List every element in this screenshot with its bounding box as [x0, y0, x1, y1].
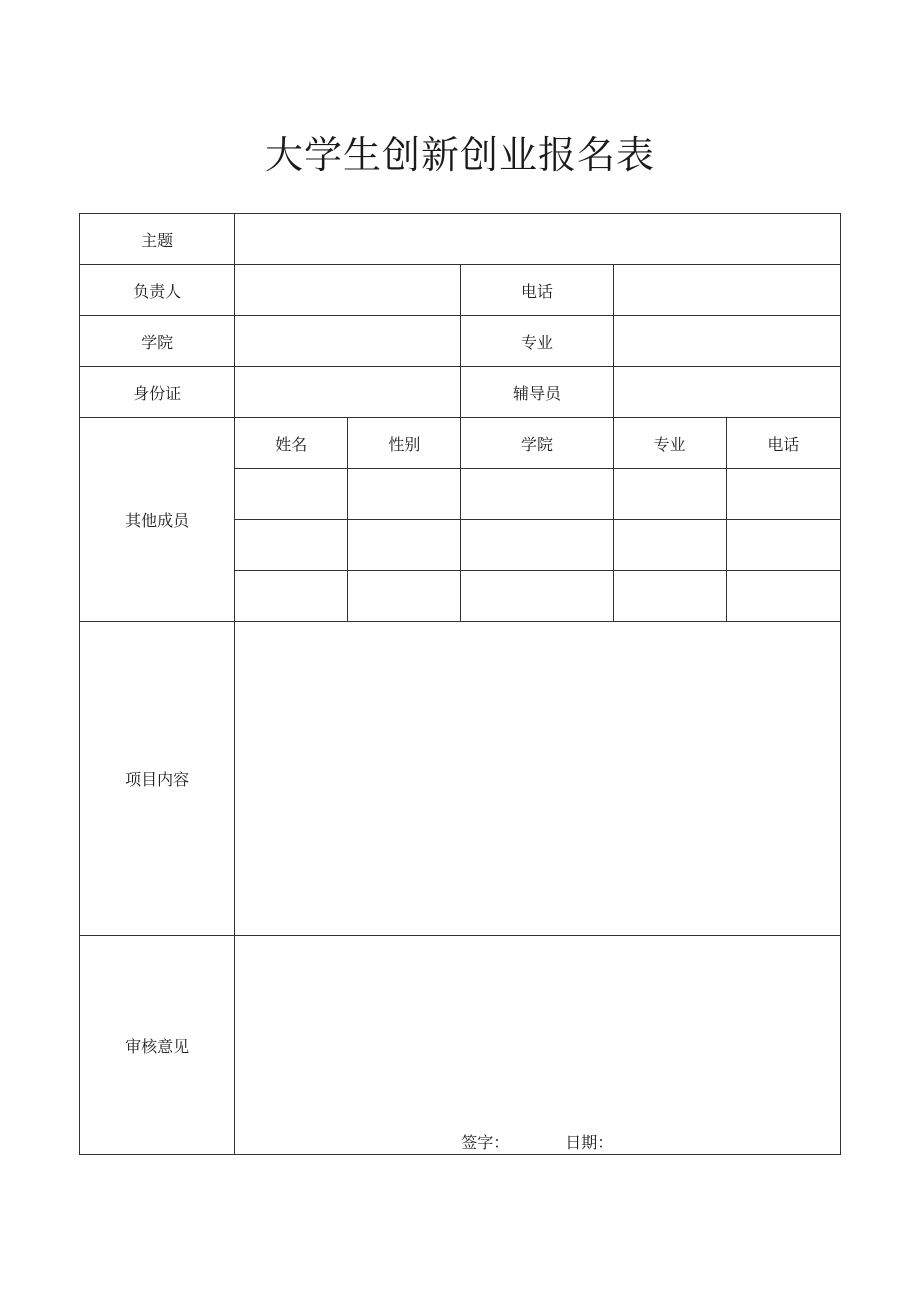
advisor-value-cell[interactable]: [613, 367, 840, 418]
review-row: [80, 936, 841, 1155]
signature-date-line: [461, 1130, 613, 1153]
major-label: 专业: [461, 316, 613, 367]
review-opinion-cell[interactable]: [235, 936, 841, 1155]
member-phone-cell[interactable]: [726, 520, 840, 571]
members-header-gender: 性别: [348, 418, 461, 469]
members-header-major: 专业: [613, 418, 726, 469]
id-card-label: 身份证: [80, 367, 235, 418]
advisor-label: 辅导员: [461, 367, 613, 418]
college-label: 学院: [80, 316, 235, 367]
members-header-name: 姓名: [235, 418, 348, 469]
member-gender-cell[interactable]: [348, 469, 461, 520]
id-card-value-cell[interactable]: [235, 367, 461, 418]
project-content-label: 项目内容: [80, 622, 235, 936]
member-major-cell[interactable]: [613, 571, 726, 622]
topic-label: 主题: [80, 214, 235, 265]
leader-value-cell[interactable]: [235, 265, 461, 316]
phone-label: 电话: [461, 265, 613, 316]
project-content-row: [80, 622, 841, 936]
member-major-cell[interactable]: [613, 520, 726, 571]
college-row: [80, 316, 841, 367]
other-members-label: 其他成员: [80, 418, 235, 622]
leader-label: 负责人: [80, 265, 235, 316]
members-header-row: [80, 418, 841, 469]
member-name-cell[interactable]: [235, 520, 348, 571]
members-header-college: 学院: [461, 418, 613, 469]
phone-value-cell[interactable]: [613, 265, 840, 316]
date-label: 日期：: [565, 1133, 614, 1152]
member-name-cell[interactable]: [235, 469, 348, 520]
leader-row: [80, 265, 841, 316]
member-major-cell[interactable]: [613, 469, 726, 520]
member-gender-cell[interactable]: [348, 571, 461, 622]
id-card-row: [80, 367, 841, 418]
member-college-cell[interactable]: [461, 469, 613, 520]
project-content-cell[interactable]: [235, 622, 841, 936]
signature-label: 签字：: [461, 1133, 510, 1152]
member-phone-cell[interactable]: [726, 469, 840, 520]
topic-row: [80, 214, 841, 265]
member-college-cell[interactable]: [461, 520, 613, 571]
topic-value-cell[interactable]: [235, 214, 841, 265]
college-value-cell[interactable]: [235, 316, 461, 367]
member-gender-cell[interactable]: [348, 520, 461, 571]
member-college-cell[interactable]: [461, 571, 613, 622]
registration-form-table: [79, 213, 841, 1155]
page-title: 大学生创新创业报名表: [264, 133, 655, 177]
member-name-cell[interactable]: [235, 571, 348, 622]
major-value-cell[interactable]: [613, 316, 840, 367]
member-phone-cell[interactable]: [726, 571, 840, 622]
members-header-phone: 电话: [726, 418, 840, 469]
review-opinion-label: 审核意见: [80, 936, 235, 1155]
